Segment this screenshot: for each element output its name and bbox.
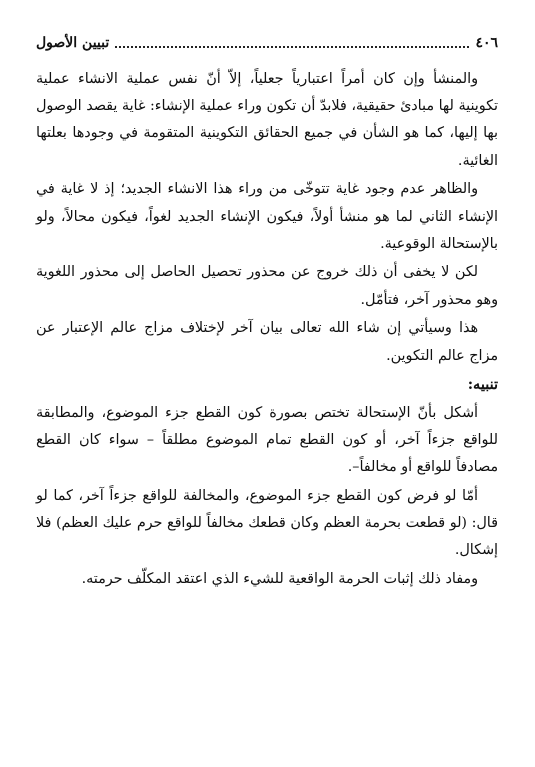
note-paragraph: أشكل بأنّ الإستحالة تختص بصورة كون القطع جزء الموضوع، والمطابقة للواقع جزءاً آخر، أو كون القطع تمام الموضوع مطلقاً – سواء كان القطع مصادفاً للواقع أو مخالفاً–.: [36, 404, 498, 476]
note-heading: تنبيه:: [467, 376, 498, 394]
note-paragraph: أمّا لو فرض كون القطع جزء الموضوع، والمخالفة للواقع جزءاً آخر، كما لو قال: (لو قطعت بحرمة العظم وكان قطعك مخالفاً للواقع حرم عليك العظم) فلا إشكال.: [36, 487, 498, 559]
running-header: [36, 30, 498, 56]
paragraph: هذا وسيأتي إن شاء الله تعالى بيان آخر لإختلاف مزاج عالم الإعتبار عن مزاج عالم التكوين.: [36, 320, 498, 364]
book-page: [36, 30, 498, 750]
paragraph: والظاهر عدم وجود غاية تتوخّى من وراء هذا الانشاء الجديد؛ إذ لا غاية في الإنشاء الثاني لما هو منشأ أولاً، فيكون الإنشاء الجديد لغواً، فيكون محالاً، ولو بالإستحالة الوقوعية.: [36, 181, 498, 252]
page-body: [36, 66, 498, 593]
paragraph: لكن لا يخفى أن ذلك خروج عن محذور تحصيل الحاصل إلى محذور اللغوية وهو محذور آخر، فتأمّل.: [36, 264, 498, 308]
page-number: ٤٠٦: [475, 35, 498, 51]
header-dotted-leader: [115, 46, 469, 48]
note-paragraph: ومفاد ذلك إثبات الحرمة الواقعية للشيء الذي اعتقد المكلّف حرمته.: [81, 570, 478, 587]
paragraph: والمنشأ وإن كان أمراً اعتبارياً جعلياً، إلاّ أنّ نفس عملية الانشاء عملية تكوينية لها مبادئ حقيقية، فلابدّ أن تكون وراء عملية الإنشاء: غاية يقصد الوصول بها إليها، كما هو الشأن في جميع الحقائق التكوينية المتقومة في وجودها بعلتها الغائية.: [36, 71, 498, 169]
running-title: تبيين الأصول: [36, 35, 110, 51]
